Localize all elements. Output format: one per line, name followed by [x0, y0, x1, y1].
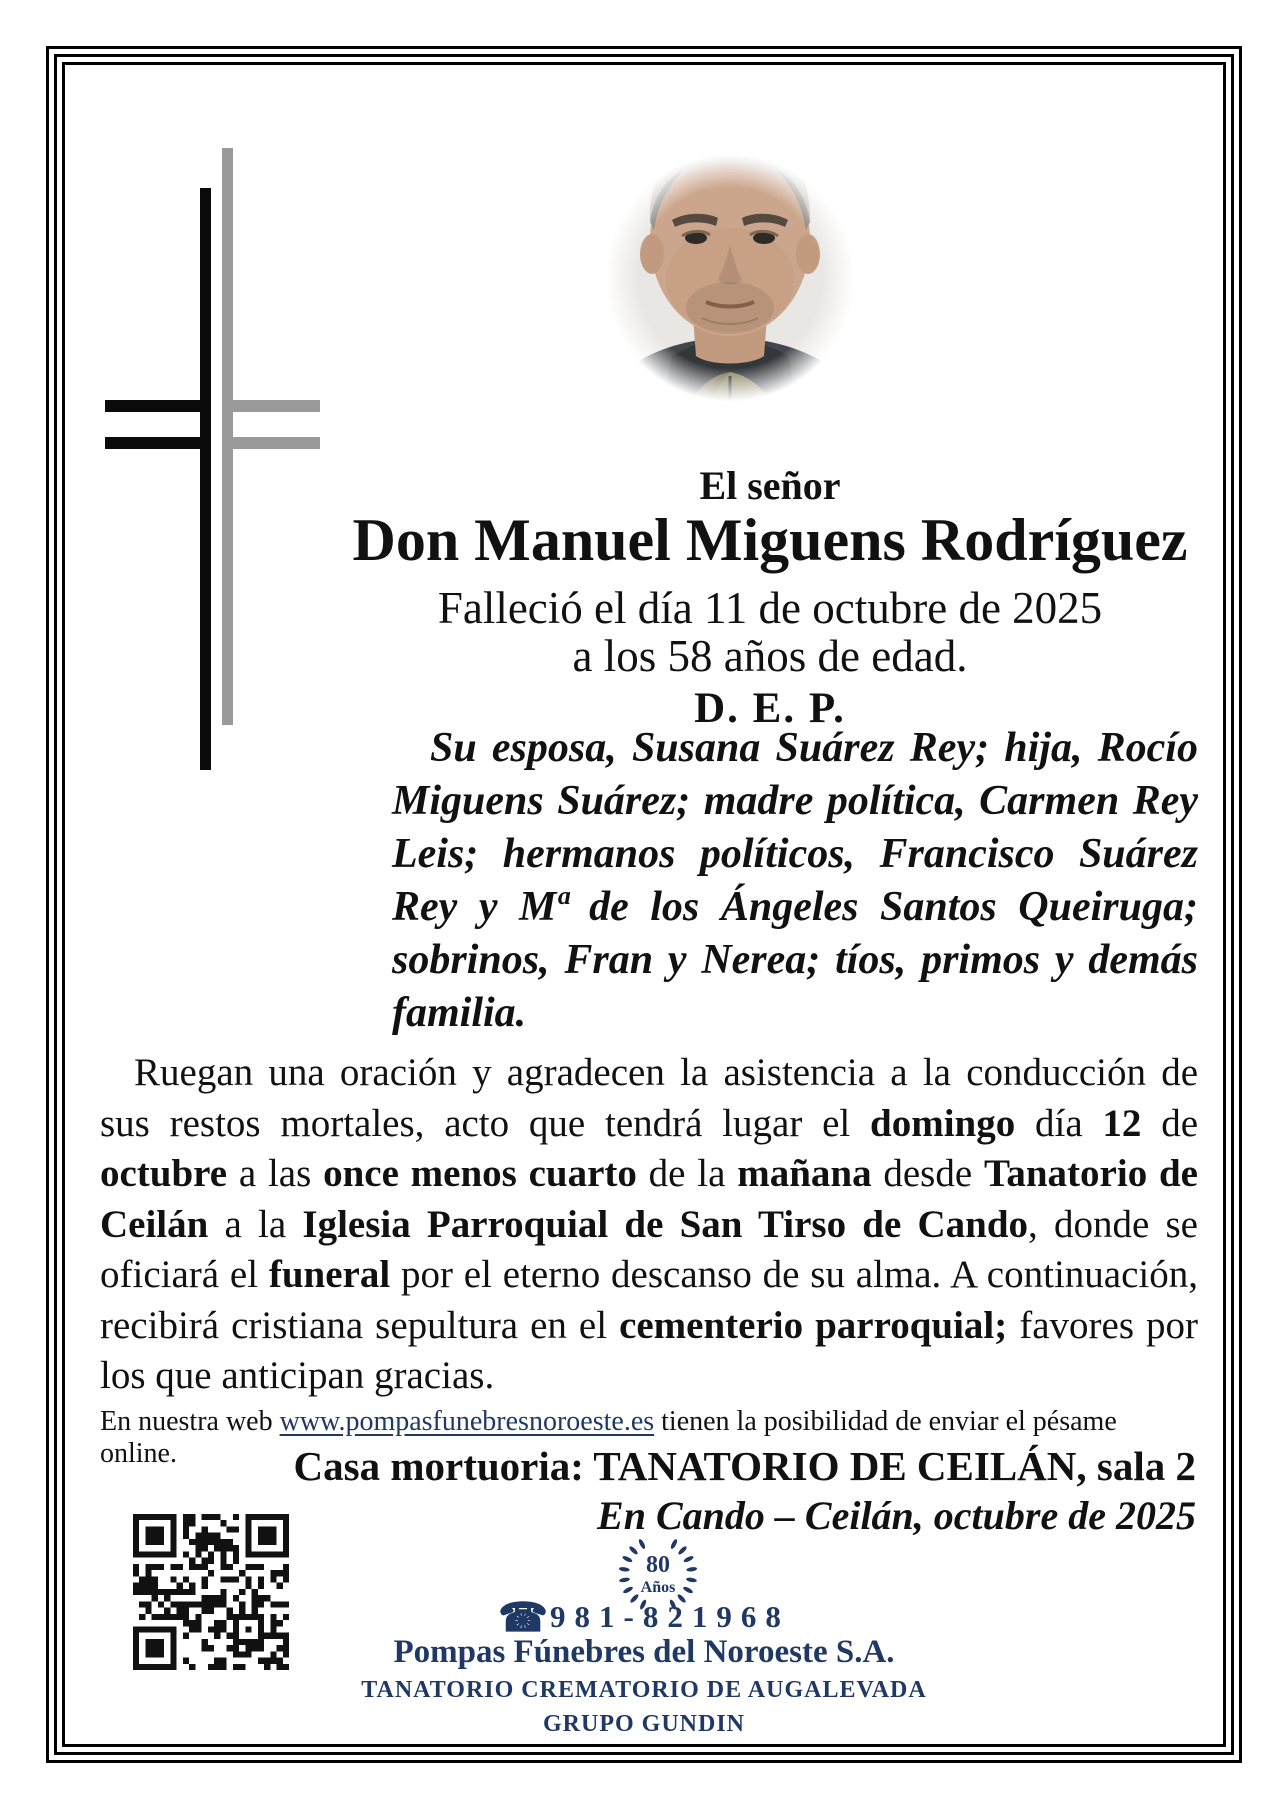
death-date-line: Falleció el día 11 de octubre de 2025 [437, 583, 1103, 633]
phone-number: 981-821968 [550, 1599, 790, 1634]
condolence-link[interactable]: www.pompasfunebresnoroeste.es [279, 1406, 655, 1437]
mortuary-line: Casa mortuoria: TANATORIO DE CEILÁN, sala 2 [293, 1443, 1196, 1489]
deceased-name: Don Manuel Miguens Rodríguez [352, 507, 1188, 573]
funeral-company-name: Pompas Fúnebres del Noroeste S.A. [393, 1634, 895, 1670]
salutation: El señor [699, 463, 841, 508]
web-line-prefix: En nuestra web [100, 1406, 280, 1437]
telephone-icon: ☎ [498, 1595, 548, 1640]
web-line-suffix: tienen la posibilidad de enviar el pésame online. [100, 1406, 1117, 1469]
crematorium-name: TANATORIO CREMATORIO DE AUGALEVADA [361, 1677, 927, 1703]
place-date-line: En Cando – Ceilán, octubre de 2025 [597, 1493, 1196, 1538]
anniversary-number: 80 [646, 1552, 670, 1578]
family-paragraph: Su esposa, Susana Suárez Rey; hija, Rocío Miguens Suárez; madre política, Carmen Rey Leis; hermanos políticos, Francisco Suárez Rey y Mª de los Ángeles Santos Queiruga; sobrinos, Fran y Nerea; tíos, primos y demás familia. [392, 725, 1198, 1036]
age-line: a los 58 años de edad. [572, 631, 968, 681]
memorial-cross-icon [90, 140, 335, 775]
rip-abbreviation: D. E. P. [694, 685, 846, 732]
anniversary-label: Años [640, 1579, 676, 1596]
announcement-paragraph: Ruegan una oración y agradecen la asistencia a la conducción de sus restos mortales, acto que tendrá lugar el domingo día 12 de octubre a las once menos cuarto de la mañana desde Tanatorio de Ceilán a la Iglesia Parroquial de San Tirso de Cando, donde se oficiará el funeral por el eterno descanso de su alma. A continuación, recibirá cristiana sepultura en el cementerio parroquial; favores por los que anticipan gracias. [100, 1051, 1199, 1397]
portrait-photo [554, 104, 906, 452]
group-name: GRUPO GUNDIN [543, 1711, 745, 1737]
